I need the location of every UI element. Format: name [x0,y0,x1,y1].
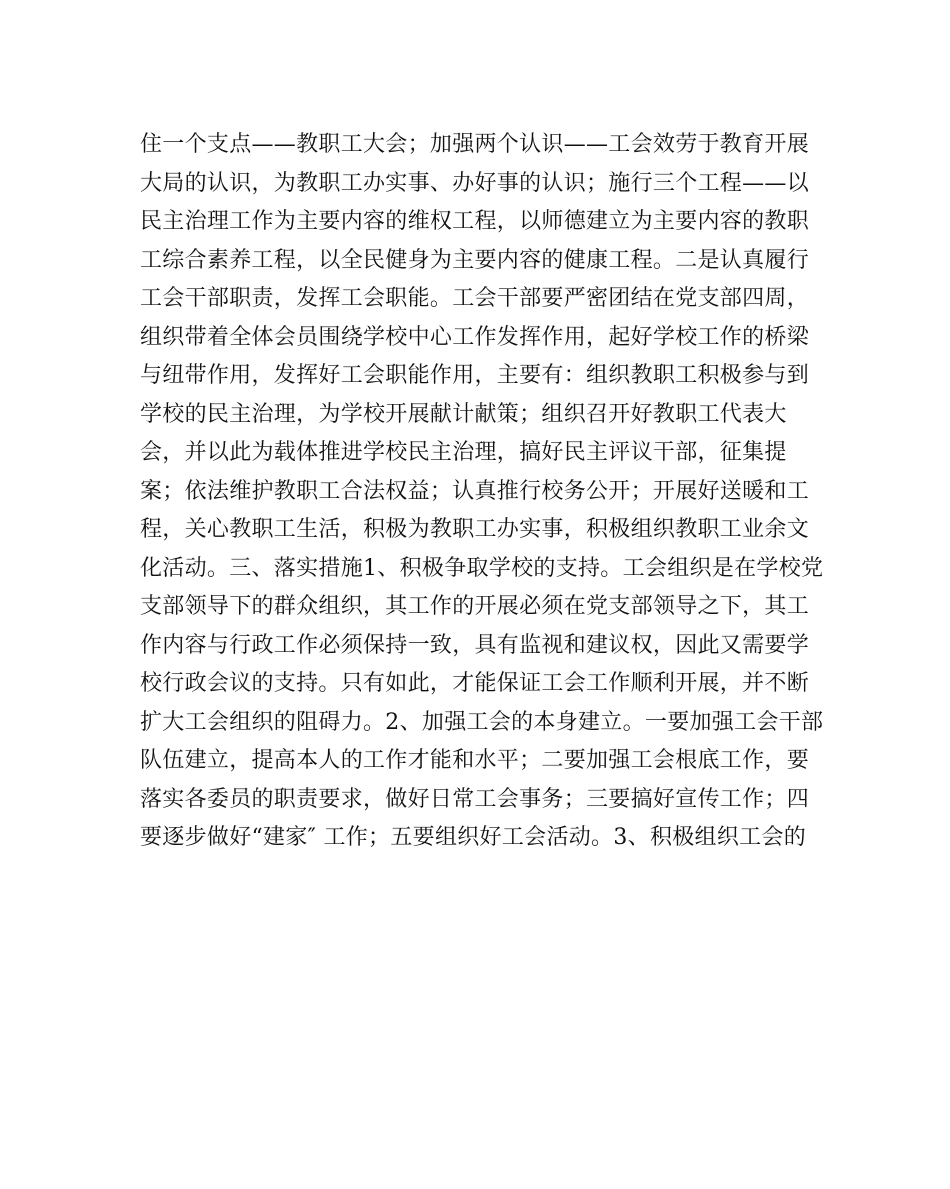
text-line: 队伍建立，提高本人的工作才能和水平；二要加强工会根底工作，要 [140,748,810,773]
text-line: 扩大工会组织的阻碍力。2、加强工会的本身建立。一要加强工会干部 [140,709,824,735]
text-line: 民主治理工作为主要内容的维权工程，以师德建立为主要内容的教职 [140,209,810,234]
text-line: 落实各委员的职责要求，做好日常工会事务；三要搞好宣传工作；四 [140,786,810,812]
text-line: 住一个支点——教职工大会；加强两个认识——工会效劳于教育开展 [140,132,810,157]
body-text [140,126,824,858]
text-line: 校行政会议的支持。只有如此，才能保证工会工作顺利开展，并不断 [140,671,810,696]
text-line: 要逐步做好“建家″ 工作；五要组织好工会活动。3、积极组织工会的 [140,825,807,850]
text-line: 学校的民主治理，为学校开展献计献策；组织召开好教职工代表大 [140,401,787,427]
text-line: 支部领导下的群众组织，其工作的开展必须在党支部领导之下，其工 [140,594,810,619]
text-line: 程，关心教职工生活，积极为教职工办实事，积极组织教职工业余文 [140,517,810,542]
text-line: 案；依法维护教职工合法权益；认真推行校务公开；开展好送暖和工 [140,478,810,504]
text-line: 大局的认识，为教职工办实事、办好事的认识；施行三个工程——以 [140,170,810,196]
text-line: 组织带着全体会员围绕学校中心工作发挥作用，起好学校工作的桥梁 [140,324,810,350]
text-line: 工综合素养工程，以全民健身为主要内容的健康工程。二是认真履行 [140,247,810,273]
text-line: 作内容与行政工作必须保持一致，具有监视和建议权，因此又需要学 [140,632,810,658]
text-line: 与纽带作用，发挥好工会职能作用，主要有：组织教职工积极参与到 [140,363,810,388]
text-line: 工会干部职责，发挥工会职能。工会干部要严密团结在党支部四周， [140,286,810,311]
text-line: 化活动。三、落实措施1、积极争取学校的支持。工会组织是在学校党 [140,555,824,581]
text-line: 会，并以此为载体推进学校民主治理，搞好民主评议干部，征集提 [140,440,787,465]
